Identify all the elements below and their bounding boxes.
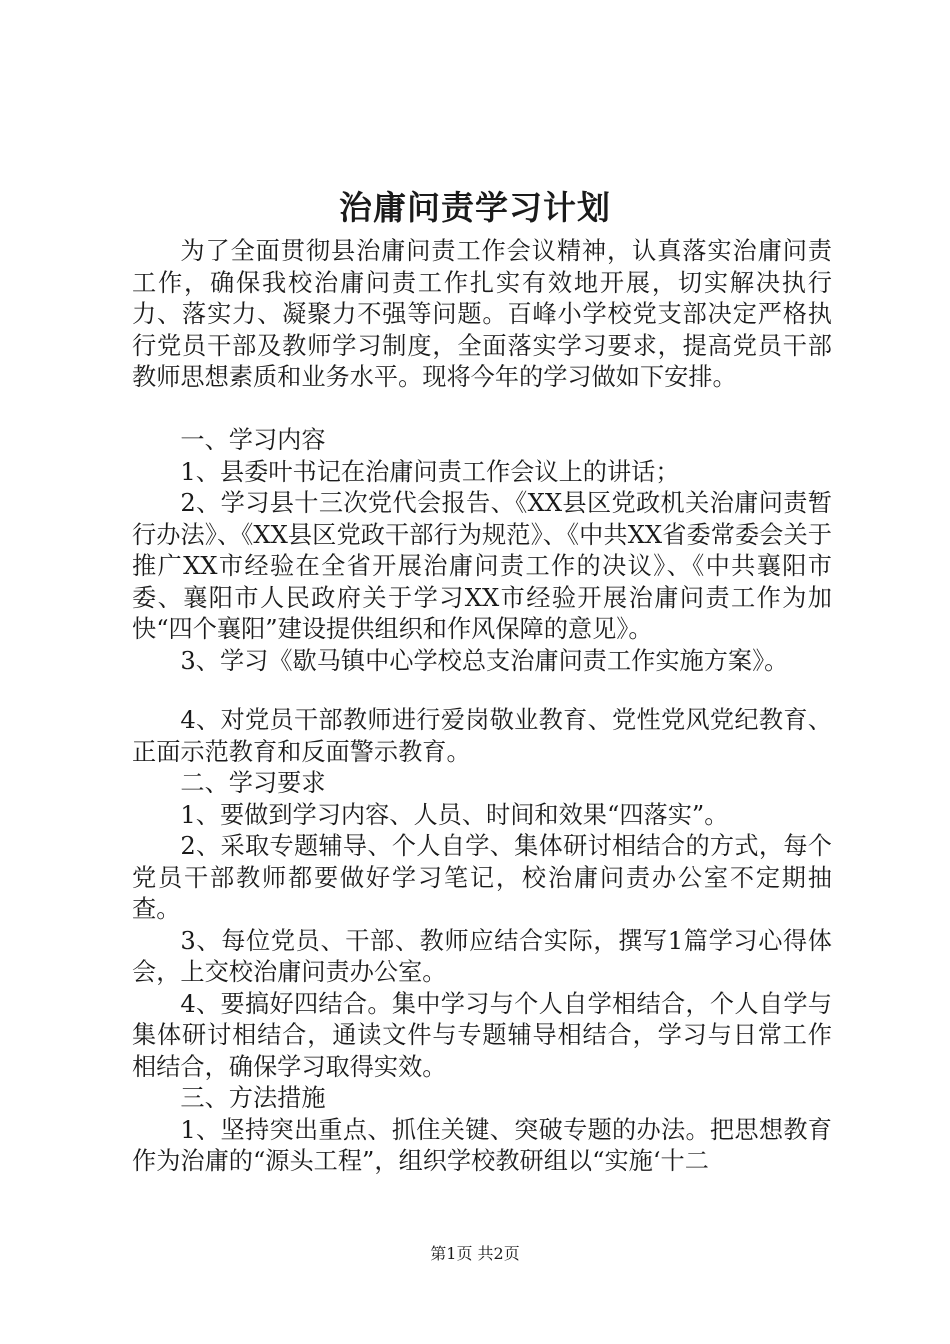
section-heading: 一、学习内容 — [180, 426, 326, 454]
page-number: 第1页 共2页 — [430, 1244, 520, 1263]
paragraph: 2、学习县十三次党代会报告、《XX县区党政机关治庸问责暂行办法》、《XX县区党政干部行为规范》、《中共XX省委常委会关于推广XX市经验在全省开展治庸问责工作的决议》、《中共襄阳市委、襄阳市人民政府关于学习XX市经验开展治庸问责工作为加快“四个襄阳”建设提供组织和作风保障的意见》。 — [132, 489, 832, 643]
document-body — [132, 236, 832, 1178]
paragraph: 4、对党员干部教师进行爱岗敬业教育、党性党风党纪教育、正面示范教育和反面警示教育。 — [132, 706, 832, 766]
paragraph: 1、县委叶书记在治庸问责工作会议上的讲话； — [180, 457, 680, 486]
paragraph: 1、要做到学习内容、人员、时间和效果“四落实”。 — [180, 800, 729, 829]
document-title: 治庸问责学习计划 — [339, 188, 611, 227]
paragraph: 2、采取专题辅导、个人自学、集体研讨相结合的方式，每个党员干部教师都要做好学习笔记，校治庸问责办公室不定期抽查。 — [132, 832, 832, 923]
section-heading: 二、学习要求 — [180, 769, 326, 797]
paragraph: 1、坚持突出重点、抓住关键、突破专题的办法。把思想教育作为治庸的“源头工程”，组织学校教研组以“实施‘十二 — [132, 1115, 832, 1175]
paragraph: 3、每位党员、干部、教师应结合实际，撰写1篇学习心得体会，上交校治庸问责办公室。 — [132, 926, 832, 986]
intro-paragraph: 为了全面贯彻县治庸问责工作会议精神，认真落实治庸问责工作，确保我校治庸问责工作扎实有效地开展，切实解决执行力、落实力、凝聚力不强等问题。百峰小学校党支部决定严格执行党员干部及教师学习制度，全面落实学习要求，提高党员干部教师思想素质和业务水平。现将今年的学习做如下安排。 — [132, 237, 832, 391]
paragraph: 3、学习《歇马镇中心学校总支治庸问责工作实施方案》。 — [180, 646, 789, 675]
paragraph: 4、要搞好四结合。集中学习与个人自学相结合，个人自学与集体研讨相结合，通读文件与专题辅导相结合，学习与日常工作相结合，确保学习取得实效。 — [132, 989, 832, 1081]
section-heading: 三、方法措施 — [180, 1084, 326, 1112]
